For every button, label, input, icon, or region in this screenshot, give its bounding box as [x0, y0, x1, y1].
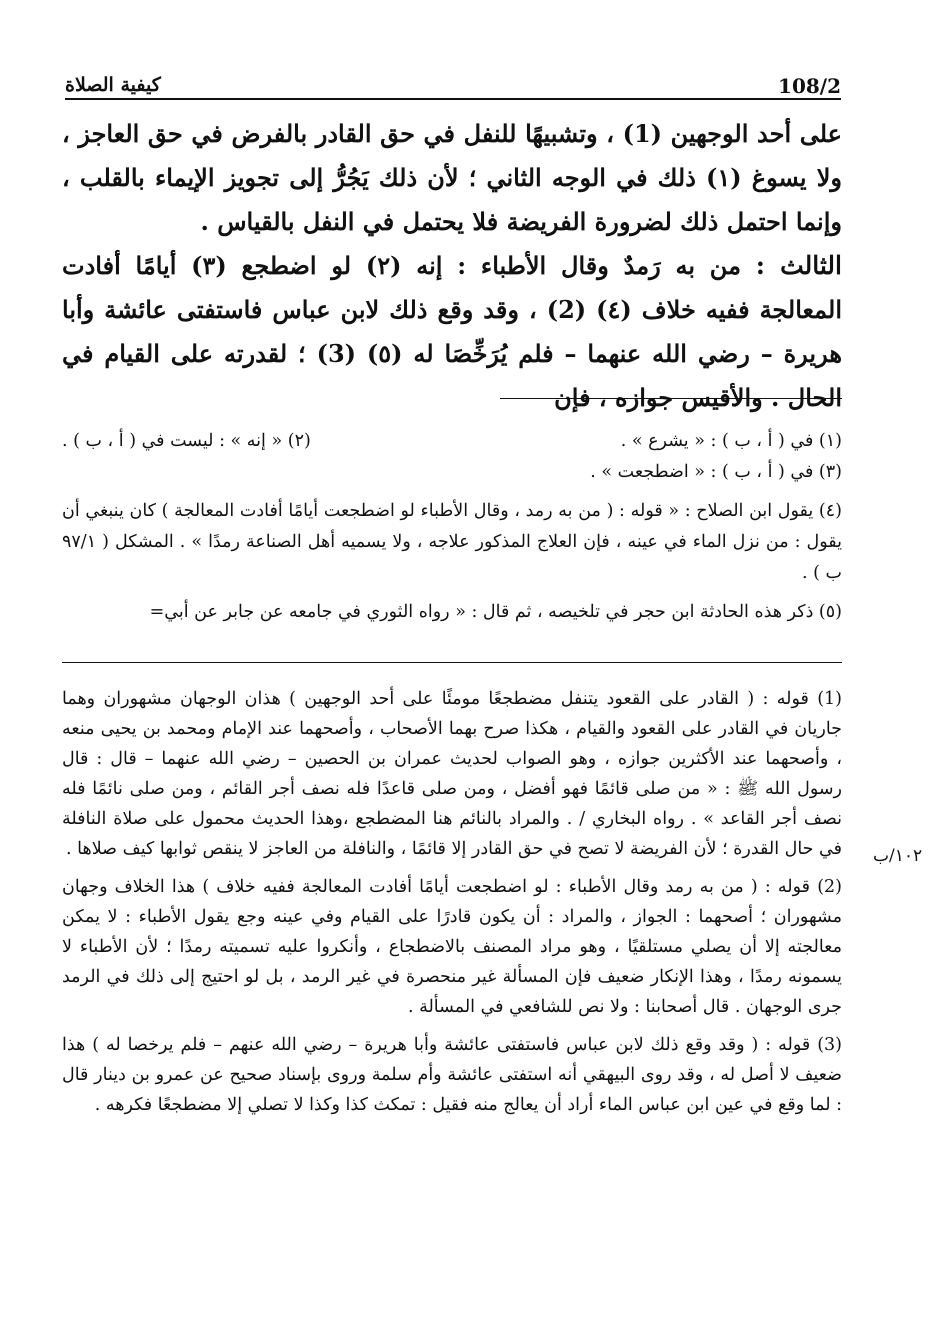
running-title: كيفية الصلاة	[65, 74, 167, 96]
manuscript-folio-marker: ١٠٢/ب	[873, 846, 923, 866]
commentary-notes	[62, 684, 842, 1128]
variant-footnote-4: (٤) يقول ابن الصلاح : « قوله : ( من به رمد ، وقال الأطباء لو اضطجعت أيامًا أفادت المعالجة ) كان ينبغي أن يقول : من نزل الماء في عينه ، فإن العلاج المذكور علاجه ، ولا يسميه أهل الصناعة رمدًا » . المشكل ( ٩٧/١ ب ) .	[62, 501, 842, 583]
variant-footnote-3: (٣) في ( أ ، ب ) : « اضطجعت » .	[590, 462, 842, 482]
commentary-note-2: (2) قوله : ( من به رمد وقال الأطباء : لو اضطجعت أيامًا أفادت المعالجة ففيه خلاف ) هذا الخلاف وجهان مشهوران ؛ أصحهما : الجواز ، والمراد : أن يكون قادرًا على القيام وفي عينه وجع يقول الأطباء : لا يمكن معالجته إلا أن يصلي مستلقيًا ، وهو مراد المصنف بالاضطجاع ، وأنكروا عليه تسميته رمدًا ؛ لأن الأطباء لا يسمونه رمدًا ، وهذا الإنكار ضعيف فإن المسألة غير منحصرة في غير الرمد ، بل لو احتيج إلى ذلك في الرمد جرى الوجهان . قال أصحابنا : ولا نص للشافعي في المسألة .	[62, 877, 842, 1017]
main-text	[62, 112, 842, 420]
main-paragraph-2-body: من به رَمدٌ وقال الأطباء : إنه (٢) لو اضطجع (٣) أيامًا أفادت المعالجة ففيه خلاف (٤) (2) ، وقد وقع ذلك لابن عباس فاستفتى عائشة وأبا هريرة – رضي الله عنهما – فلم يُرَخِّصَا له (٥) (3) ؛ لقدرته على القيام في الحال . والأقيس جوازه ، فإن	[62, 251, 842, 412]
main-paragraph-1: على أحد الوجهين (1) ، وتشبيهًا للنفل في حق القادر بالفرض في حق العاجز ، ولا يسوغ (١) ذلك في الوجه الثاني ؛ لأن ذلك يَجُرُّ إلى تجويز الإيماء بالقلب ، وإنما احتمل ذلك لضرورة الفريضة فلا يحتمل في النفل بالقياس .	[62, 119, 843, 236]
section-lead: الثالث :	[755, 251, 842, 280]
footnote-row	[62, 426, 842, 457]
footnote-separator	[500, 398, 842, 399]
page-number: 108/2	[772, 74, 841, 98]
variant-footnote-2: (٢) « إنه » : ليست في ( أ ، ب ) .	[62, 431, 311, 451]
commentary-separator	[62, 662, 842, 663]
running-header	[65, 74, 841, 100]
commentary-note-1: (1) قوله : ( القادر على القعود يتنفل مضطجعًا مومئًا على أحد الوجهين ) هذان الوجهان مشهوران وهما جاريان في القادر على القعود والقيام ، هكذا صرح بهما الأصحاب ، وأصحهما عند الإمام ومحمد بن يحيى منعه ، وأصحهما عند الأكثرين جوازه ، وهو الصواب لحديث عمران بن الحصين – رضي الله عنهما – قال : قال رسول الله ﷺ : « من صلى قائمًا فهو أفضل ، ومن صلى قاعدًا فله نصف أجر القائم ، ومن صلى نائمًا فله نصف أجر القاعد » . رواه البخاري / . والمراد بالنائم هنا المضطجع ،وهذا الحديث محمول على صلاة النافلة في حال القدرة ؛ لأن الفريضة لا تصح في حق القادر إلا قائمًا ، والنافلة من العاجز لا ينقص ثوابها كيف صلاها .	[62, 689, 842, 859]
variant-footnotes	[62, 426, 842, 628]
footnote-row	[62, 457, 842, 488]
commentary-note-3: (3) قوله : ( وقد وقع ذلك لابن عباس فاستفتى عائشة وأبا هريرة – رضي الله عنهم – فلم يرخصا له ) هذا ضعيف لا أصل له ، وقد روى البيهقي أنه استفتى عائشة وأم سلمة وروى بإسناد صحيح عن عمرو بن دينار قال : لما وقع في عين ابن عباس الماء أراد أن يعالج منه فقيل : تمكث كذا وكذا لا تصلي إلا مضطجعًا فكرهه .	[62, 1035, 842, 1115]
variant-footnote-5: (٥) ذكر هذه الحادثة ابن حجر في تلخيصه ، ثم قال : « رواه الثوري في جامعه عن جابر عن أبي=	[149, 602, 842, 622]
variant-footnote-1: (١) في ( أ ، ب ) : « يشرع » .	[620, 431, 842, 451]
main-paragraph-2	[62, 244, 842, 420]
